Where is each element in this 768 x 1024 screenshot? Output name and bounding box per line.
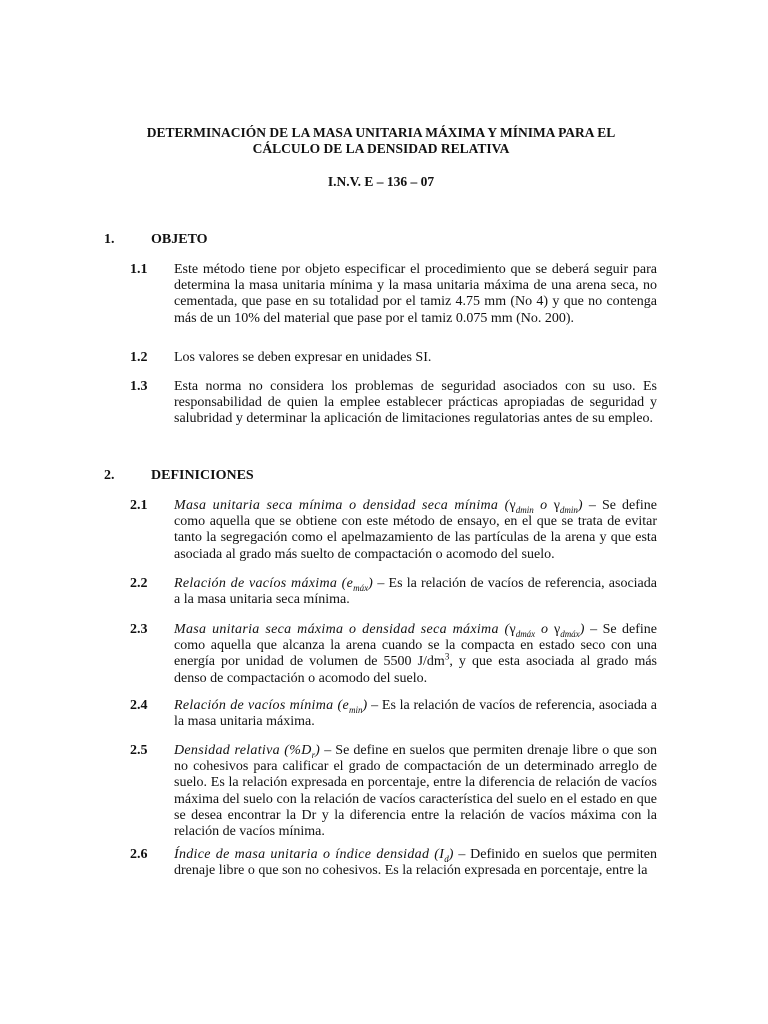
definition-text-continued: , y que esta asociada al grado más denso de compactación o acomodo del suelo. [174, 654, 657, 686]
item-1-3-number: 1.3 [130, 379, 148, 394]
definition-text: – Es la relación de vacíos de referencia, asociada a la masa unitaria máxima. [174, 698, 657, 730]
section-2-number: 2. [104, 468, 115, 483]
subscript: d [444, 853, 449, 864]
term-close: ) [448, 847, 454, 862]
term-close: ) [579, 622, 585, 637]
item-1-3-text: Esta norma no considera los problemas de seguridad asociados con su uso. Es responsabilidad de quien la emplee establecer prácticas apropiadas de seguridad y salubridad y determinar la aplicación de limitaciones regulatorias antes de su empleo. [174, 379, 657, 427]
term-close: ) [362, 698, 368, 713]
term-label: Masa unitaria seca máxima o densidad seca máxima ( [174, 622, 510, 637]
item-2-1-number: 2.1 [130, 498, 148, 513]
subscript: dmáx [560, 628, 580, 639]
item-2-5-text [174, 743, 657, 840]
item-1-2-text: Los valores se deben expresar en unidades SI. [174, 350, 432, 365]
definition-text: – Se define como aquella que se obtiene con este método de ensayo, en el que se trata de evitar tanto la segregación como el apelmazamiento de las partículas de la arena y que esta asociada al grado más suelto de compactación o acomodo del suelo. [174, 498, 658, 562]
item-2-6-number: 2.6 [130, 847, 148, 862]
subscript: r [311, 749, 316, 760]
item-2-3-text [174, 622, 657, 687]
subscript: máx [353, 582, 369, 593]
item-2-2-text [174, 576, 657, 608]
gamma-symbol: γ [553, 498, 560, 513]
item-2-1-text [174, 498, 657, 563]
term-label: Densidad relativa (%D [174, 743, 312, 758]
item-1-1-text: Este método tiene por objeto especificar el procedimiento que se deberá seguir para determina la masa unitaria mínima y la masa unitaria máxima de una arena seca, no cementada, que pase en su totalidad por el tamiz 4.75 mm (No 4) y que no contenga más de un 10% del material que pase por el tamiz 0.075 mm (No. 200). [174, 262, 657, 326]
subscript: min [348, 704, 363, 715]
term-close: ) [315, 743, 321, 758]
item-1-2-number: 1.2 [130, 350, 148, 365]
item-2-4-number: 2.4 [130, 698, 148, 713]
term-label: Relación de vacíos máxima (e [174, 576, 354, 591]
term-close: ) [577, 498, 583, 513]
document-title-line2: CÁLCULO DE LA DENSIDAD RELATIVA [252, 141, 510, 156]
document-title-line1: DETERMINACIÓN DE LA MASA UNITARIA MÁXIMA Y MÍNIMA PARA EL [146, 125, 616, 140]
definition-text: – Definido en suelos que permiten drenaje libre o que son no cohesivos. Es la relación expresada en porcentaje, entre la [174, 847, 658, 879]
subscript: dmin [559, 504, 578, 515]
term-label: Masa unitaria seca mínima o densidad seca mínima ( [174, 498, 510, 513]
item-2-6-text [174, 847, 657, 879]
item-2-4-text [174, 698, 657, 730]
term-close: ) [368, 576, 374, 591]
item-2-3-number: 2.3 [130, 622, 148, 637]
term-label: Relación de vacíos mínima (e [174, 698, 349, 713]
section-1-number: 1. [104, 232, 115, 247]
definition-text: – Es la relación de vacíos de referencia, asociada a la masa unitaria seca mínima. [174, 576, 657, 608]
term-connector: o [535, 622, 554, 637]
item-2-5-number: 2.5 [130, 743, 148, 758]
subscript: dmin [515, 504, 534, 515]
section-2-title: DEFINICIONES [151, 468, 254, 483]
definition-text: – Se define como aquella que alcanza la arena cuando se la compacta en estado seco con una energía por unidad de volumen de 5500 J/dm [174, 622, 658, 670]
standard-code: I.N.V. E – 136 – 07 [327, 174, 435, 189]
gamma-symbol: γ [509, 622, 516, 637]
definition-text: – Se define en suelos que permiten drenaje libre o que son no cohesivos para calificar el grado de compactación de un determinado arreglo de suelo. Es la relación expresada en porcentaje, entre la diferencia de relación de vacíos máxima del suelo con la relación de vacíos característica del suelo en el estado en que se desea encontrar la Dr y la diferencia entre la relación de vacíos máxima con la relación de vacíos mínima. [174, 743, 657, 840]
gamma-symbol: γ [554, 622, 561, 637]
term-connector: o [533, 498, 554, 513]
item-2-2-number: 2.2 [130, 576, 148, 591]
section-1-title: OBJETO [151, 232, 208, 247]
superscript: 3 [444, 651, 450, 662]
subscript: dmáx [515, 628, 536, 639]
item-1-1-number: 1.1 [130, 262, 148, 277]
gamma-symbol: γ [509, 498, 516, 513]
term-label: Índice de masa unitaria o índice densidad (I [174, 847, 445, 862]
